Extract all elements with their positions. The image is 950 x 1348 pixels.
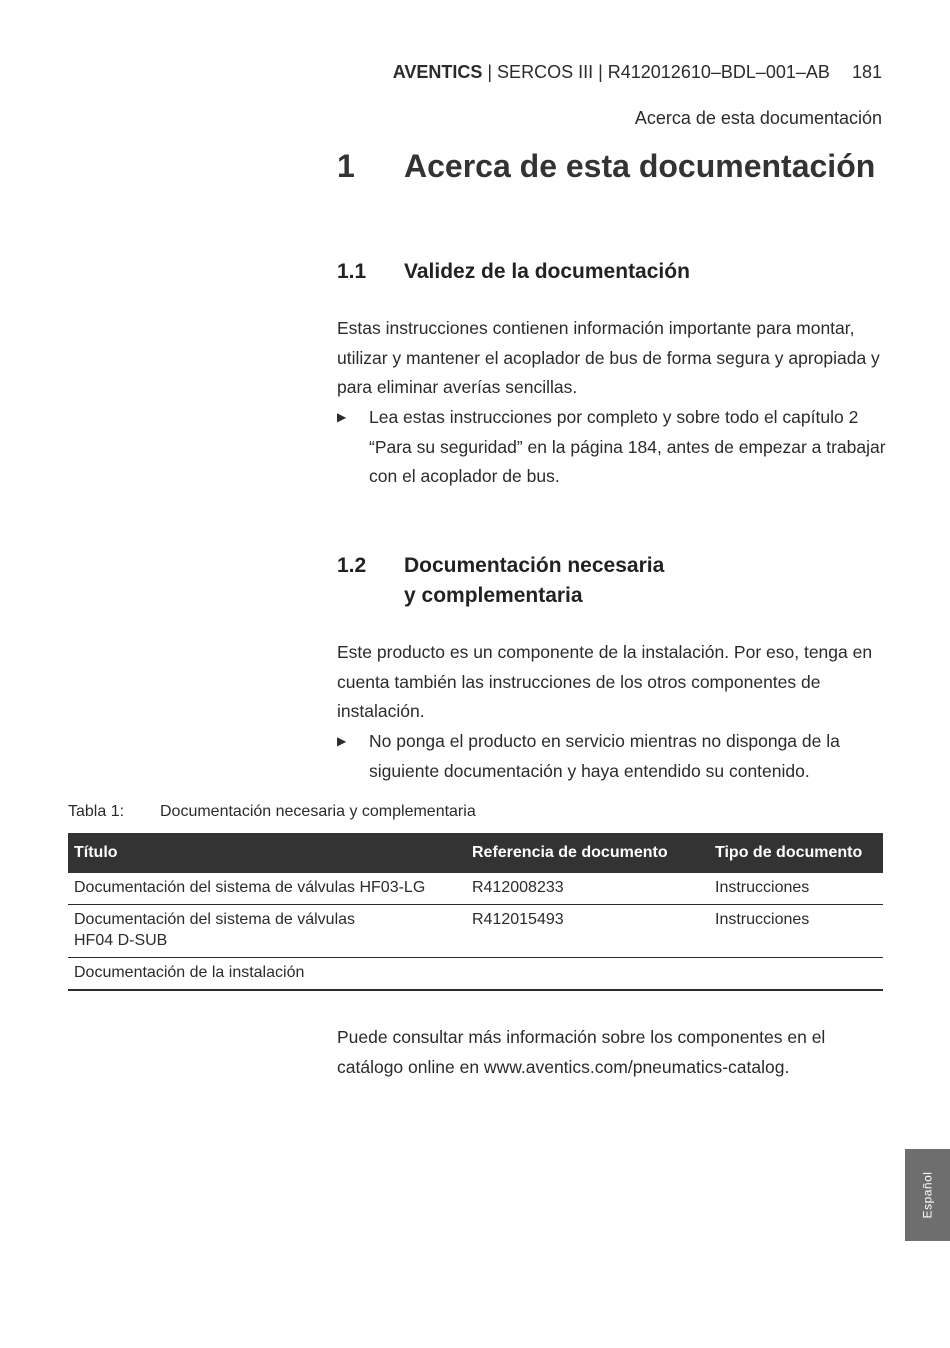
cell-title: [68, 958, 466, 991]
cell-type: Instrucciones: [709, 873, 883, 905]
section-title: Validez de la documentación: [404, 260, 690, 283]
brand-name: AVENTICS: [392, 62, 483, 82]
chapter-title: Acerca de esta documentación: [404, 148, 876, 184]
document-info: | SERCOS III | R412012610–BDL–001–AB: [482, 62, 830, 82]
table-row: [68, 873, 883, 905]
column-header-title: Título: [68, 833, 466, 873]
chapter-number: 1: [337, 148, 355, 184]
cell-type: Instrucciones: [709, 905, 883, 958]
section-title-line-1: Documentación necesaria: [404, 554, 665, 577]
cell-title: [68, 873, 466, 905]
section-number: 1.2: [337, 554, 367, 577]
language-tab: [905, 1149, 950, 1241]
table-row: [68, 958, 883, 991]
page-number: 181: [851, 62, 882, 82]
section-heading-1-2: [337, 551, 724, 611]
running-header: [393, 62, 882, 83]
section-title-line-2: y complementaria: [404, 584, 583, 607]
section-1-1-paragraph: Estas instrucciones contienen información importante para montar, utilizar y mantener el acoplador de bus de forma segura y apropiada y para eliminar averías sencillas.: [337, 318, 880, 398]
cell-title-line-2: HF04 D-SUB: [74, 932, 168, 949]
cell-title-line-1: Documentación del sistema de válvulas: [74, 911, 356, 928]
cell-title: [68, 905, 466, 958]
cell-title-line-1: Documentación del sistema de válvulas HF03-LG: [74, 879, 426, 896]
section-number: 1.1: [337, 260, 367, 283]
cell-reference: R412008233: [466, 873, 709, 905]
chapter-heading: [337, 148, 875, 185]
catalog-info-paragraph: Puede consultar más información sobre los componentes en el catálogo online en www.aventics.com/pneumatics-catalog.: [337, 1027, 826, 1077]
running-section-title: Acerca de esta documentación: [634, 108, 882, 128]
column-header-reference: Referencia de documento: [466, 833, 709, 873]
cell-reference: R412015493: [466, 905, 709, 958]
language-tab-label: Español: [920, 1171, 935, 1219]
section-1-1-instruction: [337, 403, 887, 492]
bullet-arrow-icon: ▶: [337, 734, 347, 748]
table-caption-label: Tabla 1:: [68, 803, 125, 820]
table-header-row: [68, 833, 883, 873]
cell-reference: [466, 958, 709, 991]
instruction-text: No ponga el producto en servicio mientras no disponga de la siguiente documentación y haya entendido su contenido.: [369, 731, 840, 781]
section-1-2-instruction: [337, 727, 887, 786]
table-caption-text: Documentación necesaria y complementaria: [160, 803, 476, 820]
column-header-type: Tipo de documento: [709, 833, 883, 873]
table-row: [68, 905, 883, 958]
section-heading-1-1: [337, 257, 724, 287]
instruction-text: Lea estas instrucciones por completo y sobre todo el capítulo 2 “Para su seguridad” en la página 184, antes de empezar a trabajar con el acoplador de bus.: [369, 407, 886, 487]
bullet-arrow-icon: ▶: [337, 410, 347, 424]
documentation-table: [68, 833, 883, 991]
table-caption: [68, 803, 476, 821]
section-1-2-paragraph: Este producto es un componente de la instalación. Por eso, tenga en cuenta también las instrucciones de los otros componentes de instalación.: [337, 642, 873, 722]
cell-title-line-1: Documentación de la instalación: [74, 964, 305, 981]
cell-type: [709, 958, 883, 991]
